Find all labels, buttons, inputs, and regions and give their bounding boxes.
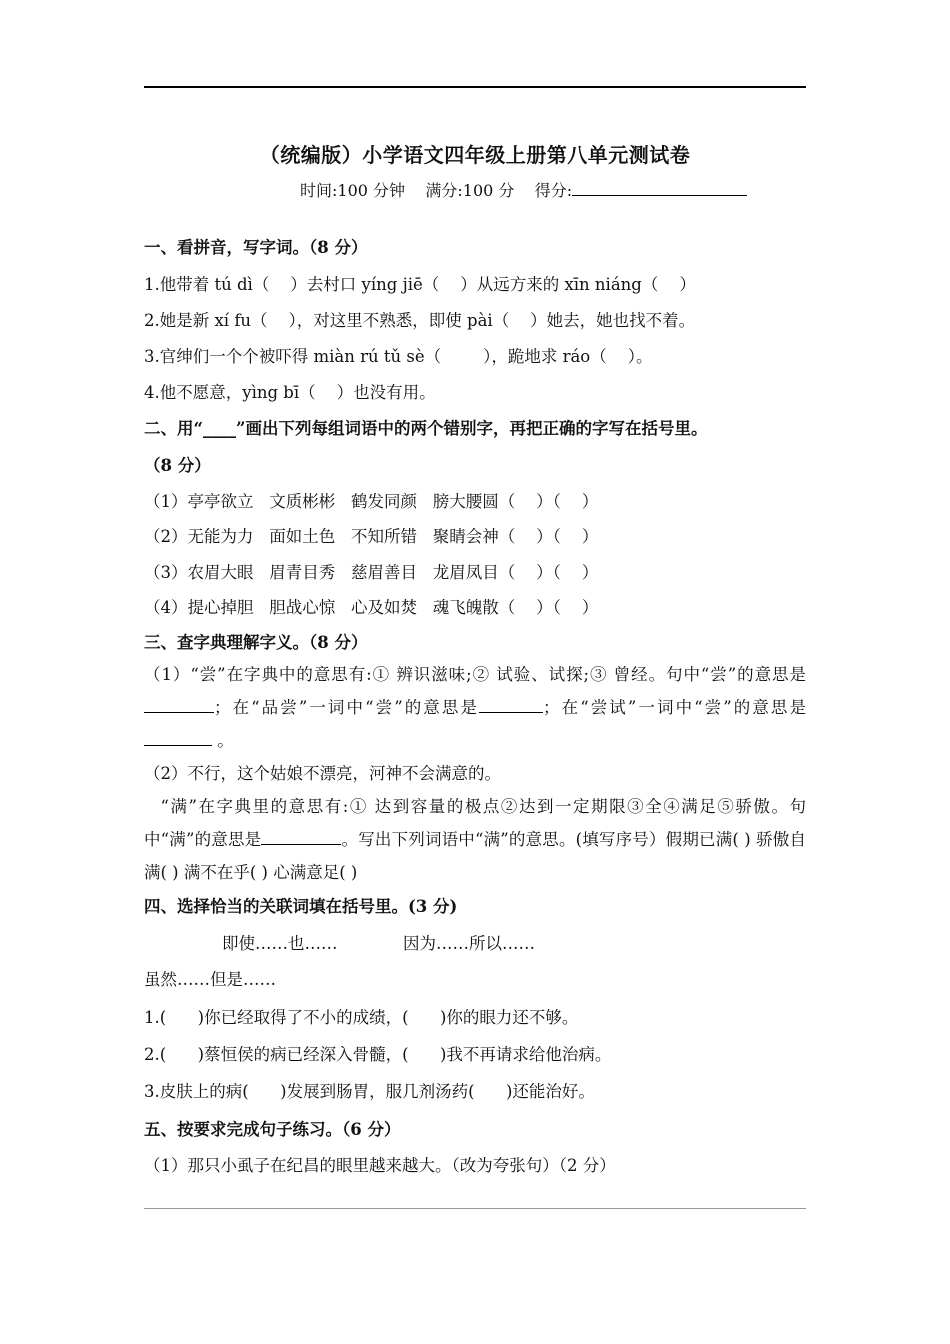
- s3-p1-text-d: 。: [212, 731, 234, 750]
- s3-p1-text-a: （1）“尝”在字典中的意思有:① 辨识滋味;② 试验、试探;③ 曾经。句中“尝”的意思是: [144, 665, 806, 684]
- s3-p3-text-a: “满”在字典里的意思有:① 达到容量的极点②达到一定期限③全④满足⑤骄傲。句中“满”的意思是: [144, 797, 806, 849]
- s2-row-3: （3）农眉大眼 眉青目秀 慈眉善目 龙眉凤目（ ）（ ）: [144, 563, 599, 582]
- s2-row-4: （4）提心掉胆 胆战心惊 心及如焚 魂飞魄散（ ）（ ）: [144, 598, 599, 617]
- s4-option-3: 虽然……但是……: [144, 970, 276, 989]
- s2-row-1: （1）亭亭欲立 文质彬彬 鹤发同颜 膀大腰圆（ ）（ ）: [144, 492, 599, 511]
- s1-question-2: 2.她是新 xí fu（ ），对这里不熟悉，即使 pài（ ）她去，她也找不着。: [144, 311, 696, 330]
- section-2-heading-cont: （8 分）: [144, 456, 211, 475]
- s1-question-3: 3.官绅们一个个被吓得 miàn rú tǔ sè（ ），跪地求 ráo（ ）。: [144, 347, 653, 366]
- s3-paragraph-1: [144, 658, 806, 757]
- section-1-heading: 一、看拼音，写字词。（8 分）: [144, 238, 368, 257]
- section-4-heading: 四、选择恰当的关联词填在括号里。(3 分): [144, 897, 458, 916]
- exam-meta: [300, 178, 747, 201]
- answer-blank[interactable]: [479, 698, 543, 713]
- answer-blank[interactable]: [144, 698, 214, 713]
- s4-question-1: 1.( )你已经取得了不小的成绩，( )你的眼力还不够。: [144, 1008, 579, 1027]
- s3-paragraph-3: [144, 790, 806, 889]
- s4-question-2: 2.( )蔡恒侯的病已经深入骨髓，( )我不再请求给他治病。: [144, 1045, 612, 1064]
- s4-question-3: 3.皮肤上的病( )发展到肠胃，服几剂汤药( )还能治好。: [144, 1082, 595, 1101]
- s1-question-4: 4.他不愿意，yìng bī（ ）也没有用。: [144, 383, 436, 402]
- section-3-heading: 三、查字典理解字义。（8 分）: [144, 633, 368, 652]
- s1-question-1: 1.他带着 tú dì（ ）去村口 yíng jiē（ ）从远方来的 xīn niáng（ ）: [144, 275, 696, 294]
- s3-p1-text-b: ；在“品尝”一词中“尝”的意思是: [214, 698, 480, 717]
- answer-blank[interactable]: [261, 830, 341, 845]
- s5-question-1: （1）那只小虱子在纪昌的眼里越来越大。（改为夸张句）（2 分）: [144, 1156, 616, 1175]
- score-label: 得分:: [534, 181, 573, 200]
- full-score-label: 满分:100 分: [425, 181, 515, 200]
- s2-row-2: （2）无能为力 面如土色 不知所错 聚睛会神（ ）（ ）: [144, 527, 599, 546]
- s3-paragraph-2: （2）不行，这个姑娘不漂亮，河神不会满意的。: [144, 764, 501, 783]
- section-5-heading: 五、按要求完成句子练习。（6 分）: [144, 1120, 401, 1139]
- time-label: 时间:100 分钟: [300, 181, 406, 200]
- section-2-heading: 二、用“____”画出下列每组词语中的两个错别字，再把正确的字写在括号里。: [144, 419, 708, 438]
- s3-p1-text-c: ；在“尝试”一词中“尝”的意思是: [543, 698, 806, 717]
- top-rule: [144, 86, 806, 88]
- s4-option-2: 因为……所以……: [403, 934, 535, 953]
- answer-blank[interactable]: [144, 731, 212, 746]
- score-blank[interactable]: [572, 181, 747, 196]
- s3-p3-text-b: 。写出下列词语中“满”的意思。(填写序号）假期已满( ) 骄傲自满( ) 满不在乎( ) 心满意足( ): [144, 830, 806, 882]
- page-title: （统编版）小学语文四年级上册第八单元测试卷: [259, 143, 691, 167]
- bottom-rule: [144, 1208, 806, 1209]
- s4-option-1: 即使……也……: [222, 934, 338, 953]
